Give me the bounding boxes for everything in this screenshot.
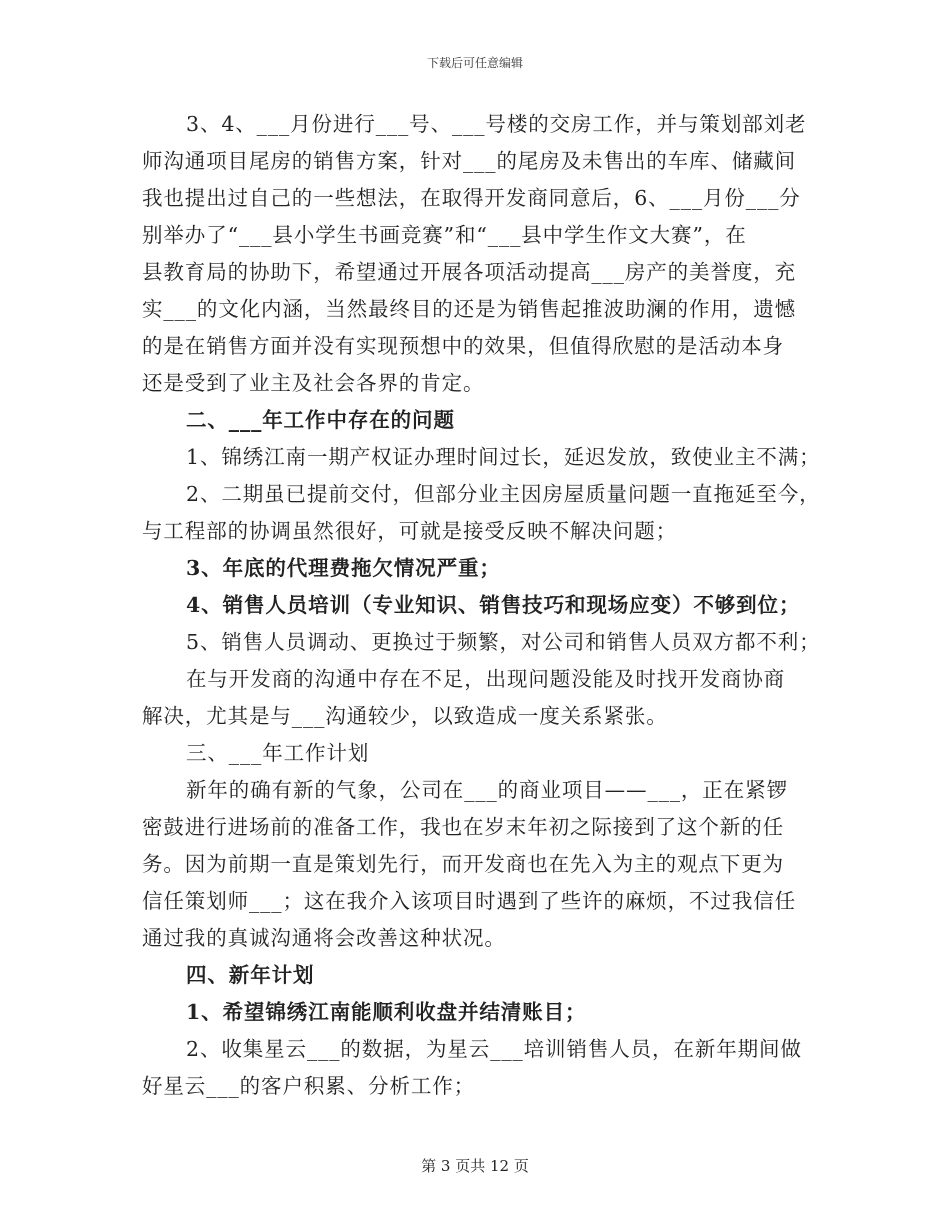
list-item: 1、锦绣江南一期产权证办理时间过长，延迟发放，致使业主不满； [186,445,821,469]
section-heading: 二、___年工作中存在的问题 [186,408,455,432]
paragraph-line: 的是在销售方面并没有实现预想中的效果，但值得欣慰的是活动本身 [142,334,784,358]
paragraph-line: 好星云___的客户积累、分析工作； [142,1074,476,1098]
paragraph-line: 别举办了“___县小学生书画竞赛”和“___县中学生作文大赛”，在 [142,223,747,247]
paragraph-line: 师沟通项目尾房的销售方案，针对___的尾房及未售出的车库、储藏间 [142,149,797,173]
list-item: 5、销售人员调动、更换过于频繁，对公司和销售人员双方都不利； [186,630,821,654]
paragraph-line: 信任策划师___；这在我介入该项目时遇到了些许的麻烦，不过我信任 [142,889,797,913]
paragraph-line: 通过我的真诚沟通将会改善这种状况。 [142,926,506,950]
list-item: 4、销售人员培训（专业知识、销售技巧和现场应变）不够到位； [186,593,801,617]
paragraph-line: 务。因为前期一直是策划先行，而开发商也在先入为主的观点下更为 [142,852,784,876]
paragraph-line: 3、4、___月份进行___号、___号楼的交房工作，并与策划部刘老 [186,112,807,136]
list-item: 2、二期虽已提前交付，但部分业主因房屋质量问题一直拖延至今， [186,482,821,506]
page-footer-page-number: 第 3 页共 12 页 [421,1157,529,1175]
section-heading: 三、___年工作计划 [186,741,370,765]
paragraph-line: 实___的文化内涵，当然最终目的还是为销售起推波助澜的作用，遗憾 [142,297,797,321]
paragraph-line: 新年的确有新的气象，公司在___的商业项目——___，正在紧锣 [186,778,788,802]
section-heading: 四、新年计划 [186,963,315,987]
page-header-note: 下载后可任意编辑 [426,56,523,70]
paragraph-line: 我也提出过自己的一些想法，在取得开发商同意后，6、___月份___分 [142,186,801,210]
paragraph-line: 与工程部的协调虽然很好，可就是接受反映不解决问题； [142,519,677,543]
document-body [142,106,832,1105]
paragraph-line: 县教育局的协助下，希望通过开展各项活动提高___房产的美誉度，充 [142,260,797,284]
paragraph-line: 密鼓进行进场前的准备工作，我也在岁末年初之际接到了这个新的任 [142,815,784,839]
list-item: 1、希望锦绣江南能顺利收盘并结清账目； [186,1000,587,1024]
list-item: 2、收集星云___的数据，为星云___培训销售人员，在新年期间做 [186,1037,802,1061]
paragraph-line: 解决，尤其是与___沟通较少，以致造成一度关系紧张。 [142,704,668,728]
paragraph-line: 还是受到了业主及社会各界的肯定。 [142,371,485,395]
paragraph-line: 在与开发商的沟通中存在不足，出现问题没能及时找开发商协商 [186,667,786,691]
list-item: 3、年底的代理费拖欠情况严重； [186,556,501,580]
